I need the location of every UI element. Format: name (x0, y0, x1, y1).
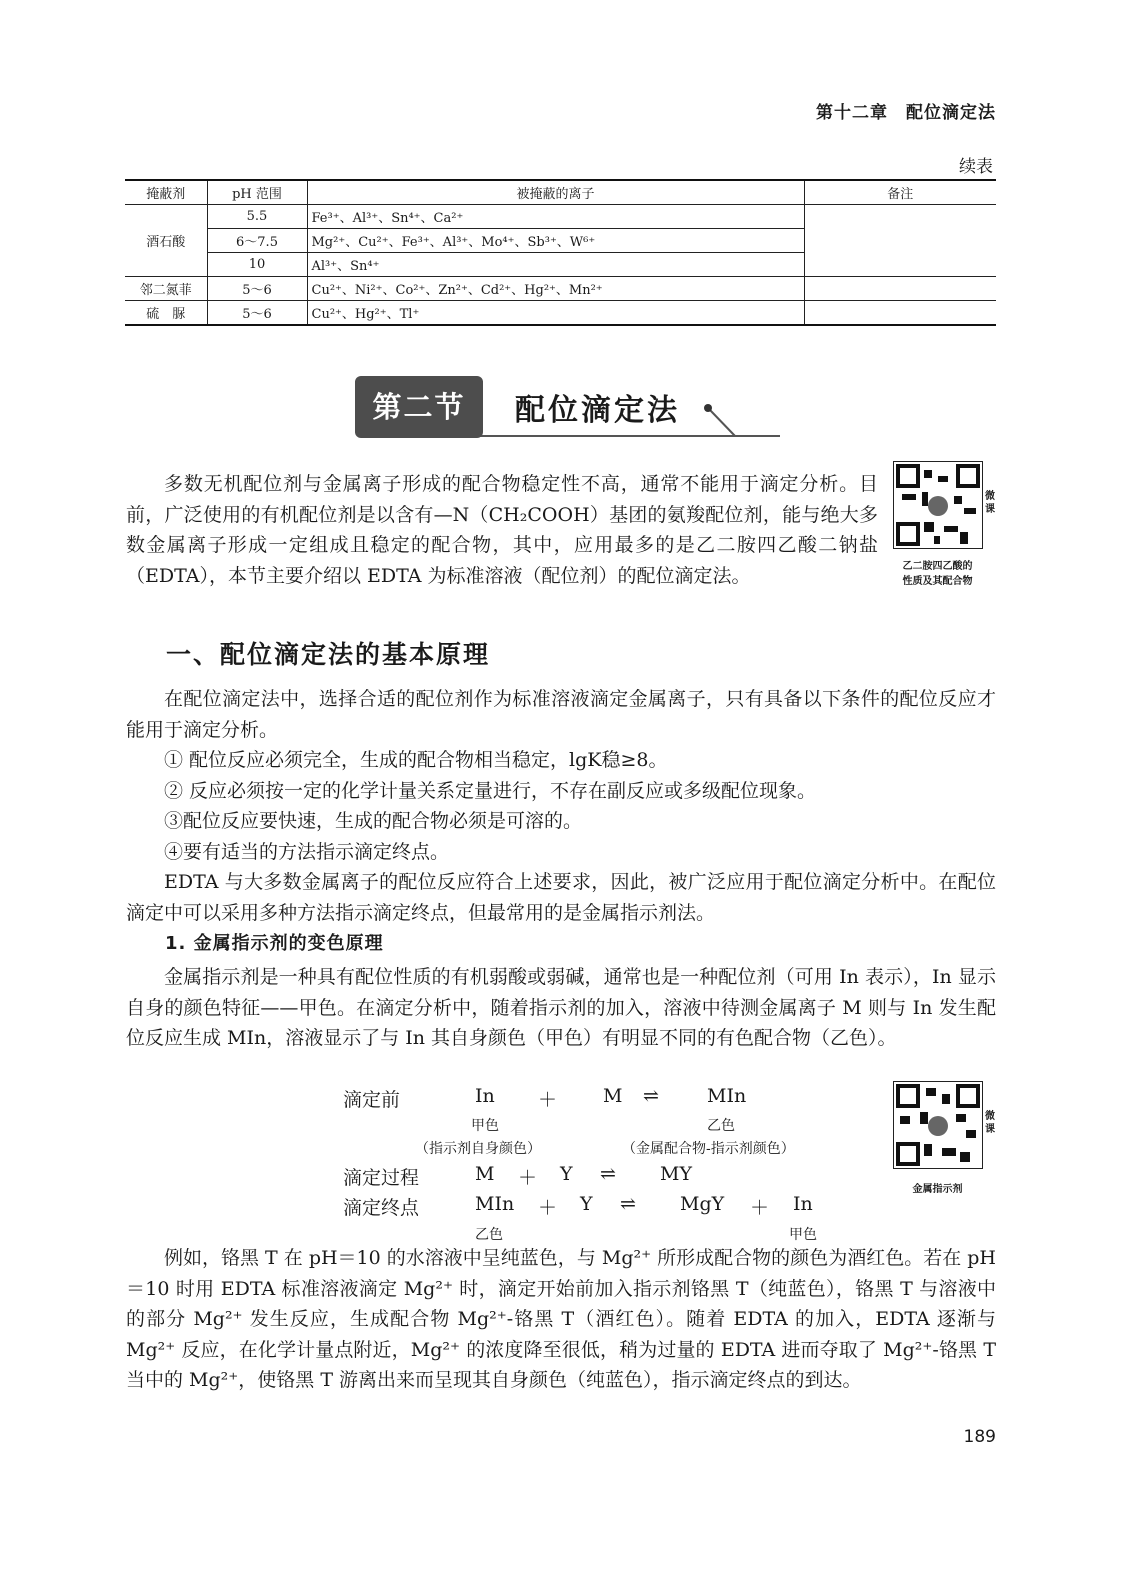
eq-label-process: 滴定过程 (343, 1167, 420, 1189)
table-continued-label: 续表 (959, 157, 993, 177)
ions-cell: Al³⁺、Sn⁴⁺ (307, 253, 804, 277)
heading-basic-principle: 一、配位滴定法的基本原理 (166, 640, 491, 669)
ions-cell: Fe³⁺、Al³⁺、Sn⁴⁺、Ca²⁺ (307, 205, 804, 229)
qr-code-icon[interactable] (893, 1081, 983, 1169)
agent-cell: 酒石酸 (125, 205, 207, 277)
equilibrium-arrow: ⇌ (620, 1193, 636, 1215)
example-paragraph: 例如，铬黑 T 在 pH＝10 的水溶液中呈纯蓝色，与 Mg²⁺ 所形成配合物的颜色为酒红色。若在 pH＝10 时用 EDTA 标准溶液滴定 Mg²⁺ 时，滴定开始前加入指示剂铬黑 T（纯蓝色），铬黑 T 与溶液中的部分 Mg²⁺ 发生反应，生成配合物 Mg²⁺-铬黑 T（酒红色）。随着 EDTA 的加入，EDTA 逐渐与 Mg²⁺ 反应，在化学计量点附近，Mg²⁺ 的浓度降至很低，稍为过量的 EDTA 进而夺取了 Mg²⁺-铬黑 T 当中的 Mg²⁺，使铬黑 T 游离出来而呈现其自身颜色（纯蓝色），指示滴定终点的到达。 (126, 1247, 997, 1391)
ions-cell: Cu²⁺、Ni²⁺、Co²⁺、Zn²⁺、Cd²⁺、Hg²⁺、Mn²⁺ (307, 277, 804, 301)
principle-section: 在配位滴定法中，选择合适的配位剂作为标准溶液滴定金属离子，只有具备以下条件的配位反应才能用于滴定分析。 ① 配位反应必须完全，生成的配合物相当稳定，lgK稳≥8。 ② 反应必须按一定的化学计量关系定量进行，不存在副反应或多级配位现象。 ③配位反应要快速，生成的配合物必须是可溶的。 ④要有适当的方法指示滴定终点。 EDTA 与大多数金属离子的配位反应符合上述要求，因此，被广泛应用于配位滴定分析中。在配位滴定中可以采用多种方法指示滴定终点，但最常用的是金属指示剂法。 (126, 688, 996, 924)
masking-agent-table (125, 179, 996, 326)
equilibrium-arrow: ⇌ (600, 1163, 616, 1185)
col-header-ph: pH 范围 (207, 180, 307, 205)
micro-lesson-tag: 微课 (985, 491, 995, 515)
ph-cell: 5～6 (207, 301, 307, 326)
ph-cell: 5～6 (207, 277, 307, 301)
note-cell (804, 205, 996, 277)
indicator-paragraph: 金属指示剂是一种具有配位性质的有机弱酸或弱碱，通常也是一种配位剂（可用 In 表示），In 显示自身的颜色特征——甲色。在滴定分析中，随着指示剂的加入，溶液中待测金属离子 M 则与 In 发生配位反应生成 MIn，溶液显示了与 In 其自身颜色（甲色）有明显不同的有色配合物（乙色）。 (126, 966, 996, 1049)
qr-caption: 金属指示剂 (912, 1184, 963, 1195)
heading-indicator-principle: 1. 金属指示剂的变色原理 (165, 933, 384, 954)
ph-cell: 6～7.5 (207, 229, 307, 253)
condition-item: ① 配位反应必须完全，生成的配合物相当稳定，lgK稳≥8。 (164, 749, 668, 771)
table-row (125, 277, 996, 301)
qr-caption: 乙二胺四乙酸的 性质及其配合物 (902, 561, 973, 587)
equilibrium-arrow: ⇌ (643, 1085, 659, 1107)
condition-item: ③配位反应要快速，生成的配合物必须是可溶的。 (164, 810, 583, 832)
eq-label-before: 滴定前 (343, 1089, 401, 1111)
note-cell (804, 277, 996, 301)
col-header-note: 备注 (804, 180, 996, 205)
agent-cell: 邻二氮菲 (125, 277, 207, 301)
section-badge: 第二节 (355, 376, 483, 438)
page-number: 189 (963, 1427, 996, 1447)
intro-paragraph: 多数无机配位剂与金属离子形成的配合物稳定性不高，通常不能用于滴定分析。目前，广泛使用的有机配位剂是以含有—N（CH₂COOH）基团的氨羧配位剂，能与绝大多数金属离子形成一定组成且稳定的配合物，其中，应用最多的是乙二胺四乙酸二钠盐（EDTA），本节主要介绍以 EDTA 为标准溶液（配位剂）的配位滴定法。 (126, 473, 878, 587)
ph-cell: 5.5 (207, 205, 307, 229)
ph-cell: 10 (207, 253, 307, 277)
qr-code-icon[interactable] (893, 461, 983, 549)
table-row (125, 205, 996, 229)
chapter-header: 第十二章 配位滴定法 (816, 103, 996, 123)
col-header-ions: 被掩蔽的离子 (307, 180, 804, 205)
section-title: 配位滴定法 (515, 393, 680, 428)
condition-item: ② 反应必须按一定的化学计量关系定量进行，不存在副反应或多级配位现象。 (164, 779, 817, 802)
micro-lesson-tag: 微课 (985, 1111, 995, 1135)
agent-cell: 硫 脲 (125, 301, 207, 326)
col-header-agent: 掩蔽剂 (125, 180, 207, 205)
table-row (125, 301, 996, 326)
ions-cell: Cu²⁺、Hg²⁺、Tl⁺ (307, 301, 804, 326)
note-cell (804, 301, 996, 326)
eq-label-end: 滴定终点 (343, 1197, 420, 1219)
condition-item: ④要有适当的方法指示滴定终点。 (164, 840, 450, 863)
ions-cell: Mg²⁺、Cu²⁺、Fe³⁺、Al³⁺、Mo⁴⁺、Sb³⁺、W⁶⁺ (307, 229, 804, 253)
